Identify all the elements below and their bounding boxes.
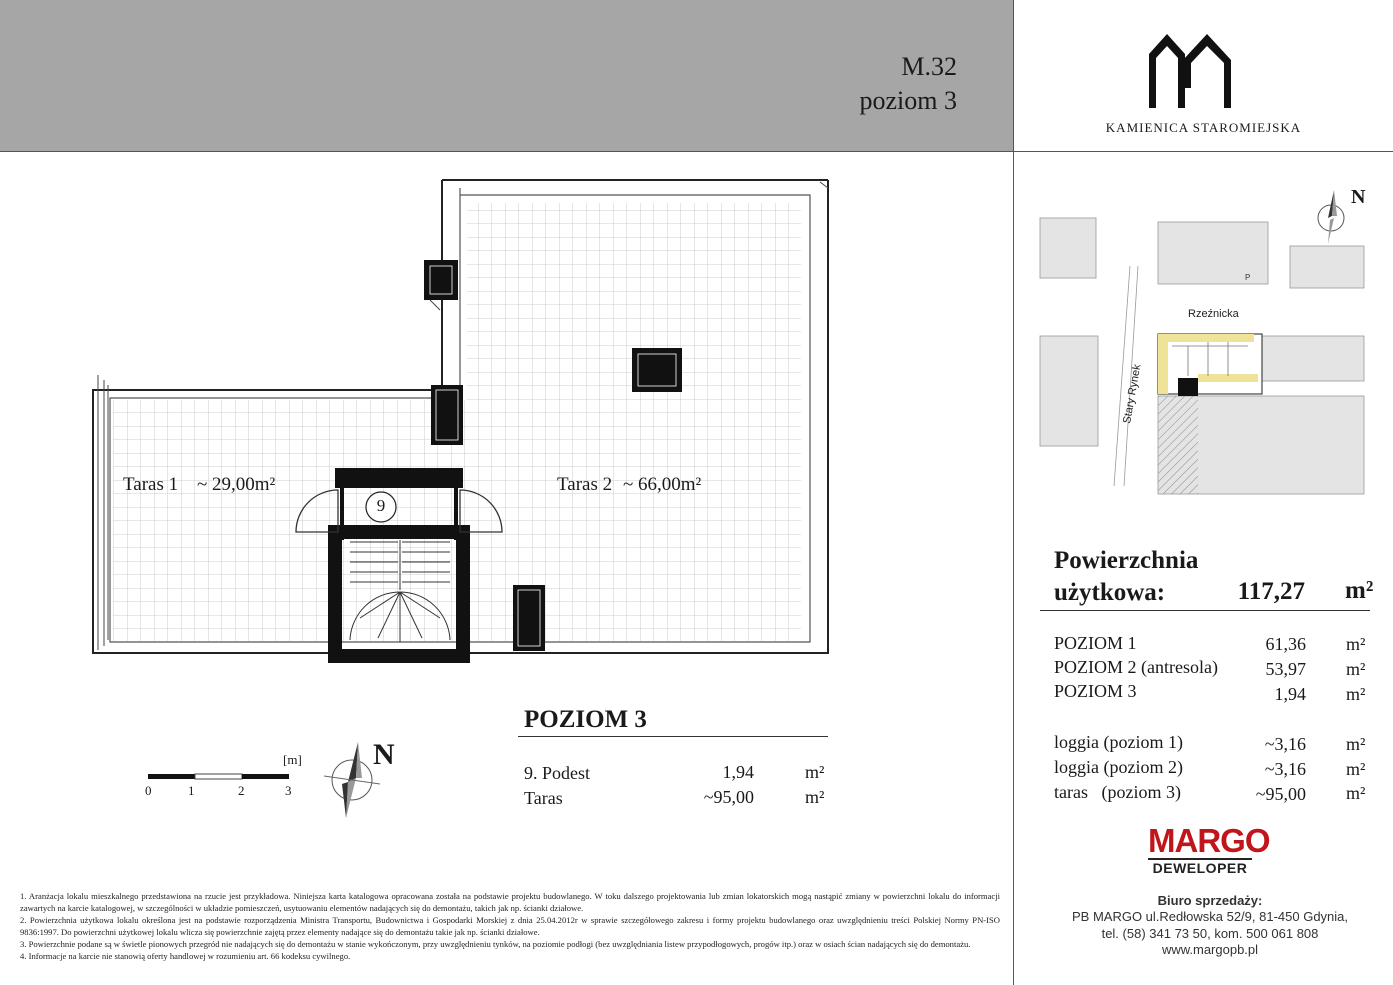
summary-row-unit: m² <box>1346 684 1366 704</box>
level-row-name: Taras <box>524 788 563 808</box>
scale-tick-0: 0 <box>145 783 152 798</box>
level-title-rule <box>518 736 828 737</box>
footnote: 1. Aranżacja lokalu mieszkalnego przedstawiona na rzucie jest przykładowa. Niniejsza karta katalogowa opracowana została na podstawie projektu budowlanego. W toku dalszego projektowania lub zmian lokatorskich mogą nastąpić zmiany w powierzchni lokalu do informacji zawartych na karcie katalogowej, w szczególności w układzie pomieszczeń, usytuowaniu elementów nadających się do demontażu, takich jak np. ścianki działowe. <box>20 891 1000 913</box>
divider-horizontal <box>0 151 1393 152</box>
brand-name: KAMIENICA STAROMIEJSKA <box>1105 120 1302 135</box>
summary-total-value: 117,27 <box>1237 578 1305 605</box>
level-row-value: ~95,00 <box>703 787 754 807</box>
summary-row-value: 53,97 <box>1265 659 1306 679</box>
summary-row-unit: m² <box>1346 783 1366 803</box>
terrace-1-floor <box>113 400 468 641</box>
summary-row-name: POZIOM 3 <box>1054 681 1137 701</box>
header-band <box>0 0 1013 151</box>
summary-row-value: 61,36 <box>1265 634 1306 654</box>
compass-north-label: N <box>373 738 395 771</box>
divider-vertical <box>1013 0 1014 985</box>
scale-bar <box>145 770 295 784</box>
summary-row-name: loggia (poziom 2) <box>1054 757 1183 777</box>
level-title: POZIOM 3 <box>524 706 647 733</box>
sales-office-address: PB MARGO ul.Redłowska 52/9, 81-450 Gdynia, <box>1071 909 1349 924</box>
level-row-value: 1,94 <box>722 762 754 782</box>
summary-row-value: ~3,16 <box>1264 759 1306 779</box>
sales-office-website[interactable]: www.margopb.pl <box>1161 942 1259 957</box>
terrace-2-area: ~ 66,00m² <box>623 474 702 495</box>
terrace-1-area: ~ 29,00m² <box>197 474 276 495</box>
summary-row-unit: m² <box>1346 634 1366 654</box>
floor-plan <box>60 170 840 680</box>
level-row-unit: m² <box>805 787 825 807</box>
kamienica-logo-icon <box>1145 26 1235 110</box>
unit-level: poziom 3 <box>859 86 957 115</box>
room-number: 9 <box>376 496 386 515</box>
footnote: 4. Informacje na karcie nie stanowią oferty handlowej w rozumieniu art. 66 kodeksu cywilnego. <box>20 951 351 961</box>
summary-title-line1: Powierzchnia <box>1054 547 1199 574</box>
summary-row-unit: m² <box>1346 659 1366 679</box>
level-row-unit: m² <box>805 762 825 782</box>
unit-code: M.32 <box>901 52 957 81</box>
summary-total-unit: m² <box>1345 577 1374 604</box>
summary-row-value: 1,94 <box>1274 684 1306 704</box>
footnote: 2. Powierzchnia użytkowa lokalu określona jest na podstawie rozporządzenia Ministra Transportu, Budownictwa i Gospodarki Morskiej z dnia 25.04.2012r w sprawie szczegółowego zakresu i formy projektu budowlanego oraz uwzględnieniu treści Polskiej Normy PN-ISO 9836:1997. Do powierzchni użytkowej lokalu wlicza się powierzchnie zajętą przez elementy nadające się do demontażu takie jak np. ścianki działowe. <box>20 915 1000 937</box>
map-street-2: Stary Rynek <box>1121 363 1144 425</box>
map-parking: P <box>1245 273 1251 282</box>
summary-row-name: loggia (poziom 1) <box>1054 732 1183 752</box>
footnote: 3. Powierzchnie podane są w świetle pionowych przegród nie nadających się do demontażu w stanie wykończonym, przy uwzględnieniu tynków, na poziomie podłogi (bez uwzględniania listew przypodłogowych, progów itp.) oraz w osiach ścian nadających się do demontażu. <box>20 939 971 949</box>
summary-row-unit: m² <box>1346 759 1366 779</box>
scale-tick-2: 2 <box>238 783 245 798</box>
margo-logo-sub: DEWELOPER <box>1152 860 1248 876</box>
terrace-1-label: Taras 1 <box>123 474 179 495</box>
terrace-2-label: Taras 2 <box>557 474 613 495</box>
summary-row-value: ~95,00 <box>1255 784 1306 804</box>
map-north-label: N <box>1351 186 1366 208</box>
summary-row-name: POZIOM 1 <box>1054 633 1137 653</box>
map-street-1: Rzeźnicka <box>1188 308 1239 320</box>
sales-office-heading: Biuro sprzedaży: <box>1157 893 1263 908</box>
summary-title-line2: użytkowa: <box>1054 579 1166 606</box>
summary-row-name: taras (poziom 3) <box>1054 782 1181 802</box>
sales-office-phone: tel. (58) 341 73 50, kom. 500 061 808 <box>1101 926 1319 941</box>
scale-unit: [m] <box>283 752 302 767</box>
summary-row-name: POZIOM 2 (antresola) <box>1054 657 1218 677</box>
margo-logo <box>1148 822 1270 876</box>
level-row-name: 9. Podest <box>524 763 591 783</box>
summary-row-value: ~3,16 <box>1264 734 1306 754</box>
footnotes <box>20 890 1000 962</box>
summary-rule <box>1040 610 1370 611</box>
scale-tick-3: 3 <box>285 783 292 798</box>
summary-row-unit: m² <box>1346 734 1366 754</box>
scale-tick-1: 1 <box>188 783 195 798</box>
terrace-2-floor <box>467 203 801 641</box>
map-compass-icon <box>1310 188 1352 244</box>
margo-logo-word: MARGO <box>1148 822 1270 859</box>
